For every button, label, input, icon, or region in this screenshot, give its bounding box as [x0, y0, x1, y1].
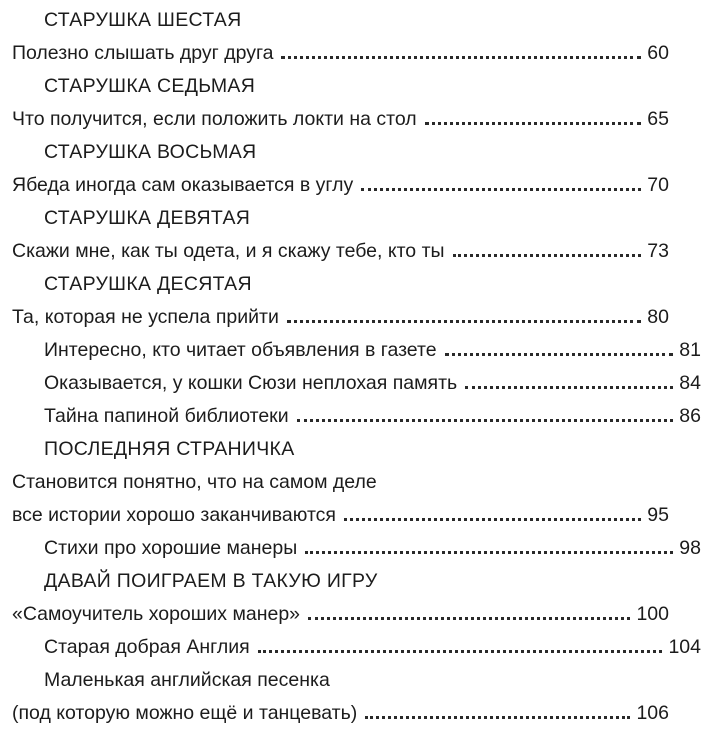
toc-entry-page: 106: [636, 702, 669, 724]
toc-entry-title: (под которую можно ещё и танцевать): [12, 702, 358, 724]
toc-subentry-title: Оказывается, у кошки Сюзи неплохая память: [44, 372, 458, 394]
dot-leader: [297, 419, 674, 422]
dot-leader: [465, 386, 673, 389]
dot-leader: [305, 551, 673, 554]
toc-entry-page: 73: [647, 240, 669, 262]
section-heading-text: СТАРУШКА ДЕВЯТАЯ: [44, 207, 251, 229]
toc-subentry: [0, 330, 707, 362]
dot-leader: [365, 716, 630, 719]
toc-entry: [0, 165, 675, 197]
section-heading: [0, 198, 707, 230]
toc-subentry-page: 81: [679, 339, 701, 361]
toc-entry-page: 95: [647, 504, 669, 526]
toc-entry-title: все истории хорошо заканчиваются: [12, 504, 336, 526]
toc-entry: [0, 693, 675, 725]
toc-entry-title-line: Становится понятно, что на самом деле: [12, 471, 377, 493]
toc-subentry-title-line: Маленькая английская песенка: [44, 669, 330, 691]
dot-leader: [308, 617, 630, 620]
toc-subentry: [0, 363, 707, 395]
section-heading-text: ПОСЛЕДНЯЯ СТРАНИЧКА: [44, 438, 295, 460]
dot-leader: [361, 188, 641, 191]
toc-entry: [0, 495, 675, 527]
toc-subentry-title: Стихи про хорошие манеры: [44, 537, 298, 559]
dot-leader: [425, 122, 642, 125]
toc-subentry-first-line: [0, 660, 707, 692]
toc-entry-title: «Самоучитель хороших манер»: [12, 603, 301, 625]
toc-entry-title: Скажи мне, как ты одета, и я скажу тебе, кто ты: [12, 240, 445, 262]
toc-entry-first-line: [0, 462, 675, 494]
toc-subentry: [0, 627, 707, 659]
dot-leader: [344, 518, 641, 521]
toc-entry-title: Полезно слышать друг друга: [12, 42, 274, 64]
section-heading: [0, 66, 707, 98]
section-heading-text: СТАРУШКА ДЕСЯТАЯ: [44, 273, 252, 295]
toc-subentry-page: 84: [679, 372, 701, 394]
section-heading-text: СТАРУШКА ШЕСТАЯ: [44, 9, 242, 31]
section-heading-text: СТАРУШКА СЕДЬМАЯ: [44, 75, 256, 97]
toc-entry-title: Что получится, если положить локти на стол: [12, 108, 417, 130]
section-heading: [0, 264, 707, 296]
toc-subentry: [0, 528, 707, 560]
section-heading: [0, 0, 707, 32]
dot-leader: [258, 650, 663, 653]
toc-entry-title: Ябеда иногда сам оказывается в углу: [12, 174, 354, 196]
toc-subentry-page: 98: [679, 537, 701, 559]
toc-entry-page: 100: [636, 603, 669, 625]
toc-entry-page: 60: [647, 42, 669, 64]
toc-subentry-title: Старая добрая Англия: [44, 636, 250, 658]
toc-entry-page: 80: [647, 306, 669, 328]
toc-entry: [0, 33, 675, 65]
toc-entry-page: 65: [647, 108, 669, 130]
toc-subentry-title: Тайна папиной библиотеки: [44, 405, 289, 427]
toc-entry: [0, 594, 675, 626]
dot-leader: [453, 254, 642, 257]
toc-subentry-title: Интересно, кто читает объявления в газете: [44, 339, 437, 361]
toc-subentry: [0, 396, 707, 428]
dot-leader: [281, 56, 641, 59]
toc-entry-title: Та, которая не успела прийти: [12, 306, 279, 328]
section-heading: [0, 429, 707, 461]
toc-entry: [0, 231, 675, 263]
toc-subentry-page: 104: [668, 636, 701, 658]
section-heading: [0, 561, 707, 593]
dot-leader: [445, 353, 674, 356]
dot-leader: [287, 320, 641, 323]
toc-entry: [0, 297, 675, 329]
section-heading: [0, 132, 707, 164]
section-heading-text: ДАВАЙ ПОИГРАЕМ В ТАКУЮ ИГРУ: [44, 570, 378, 592]
toc-entry-page: 70: [647, 174, 669, 196]
section-heading-text: СТАРУШКА ВОСЬМАЯ: [44, 141, 257, 163]
toc-entry: [0, 99, 675, 131]
toc-subentry-page: 86: [679, 405, 701, 427]
